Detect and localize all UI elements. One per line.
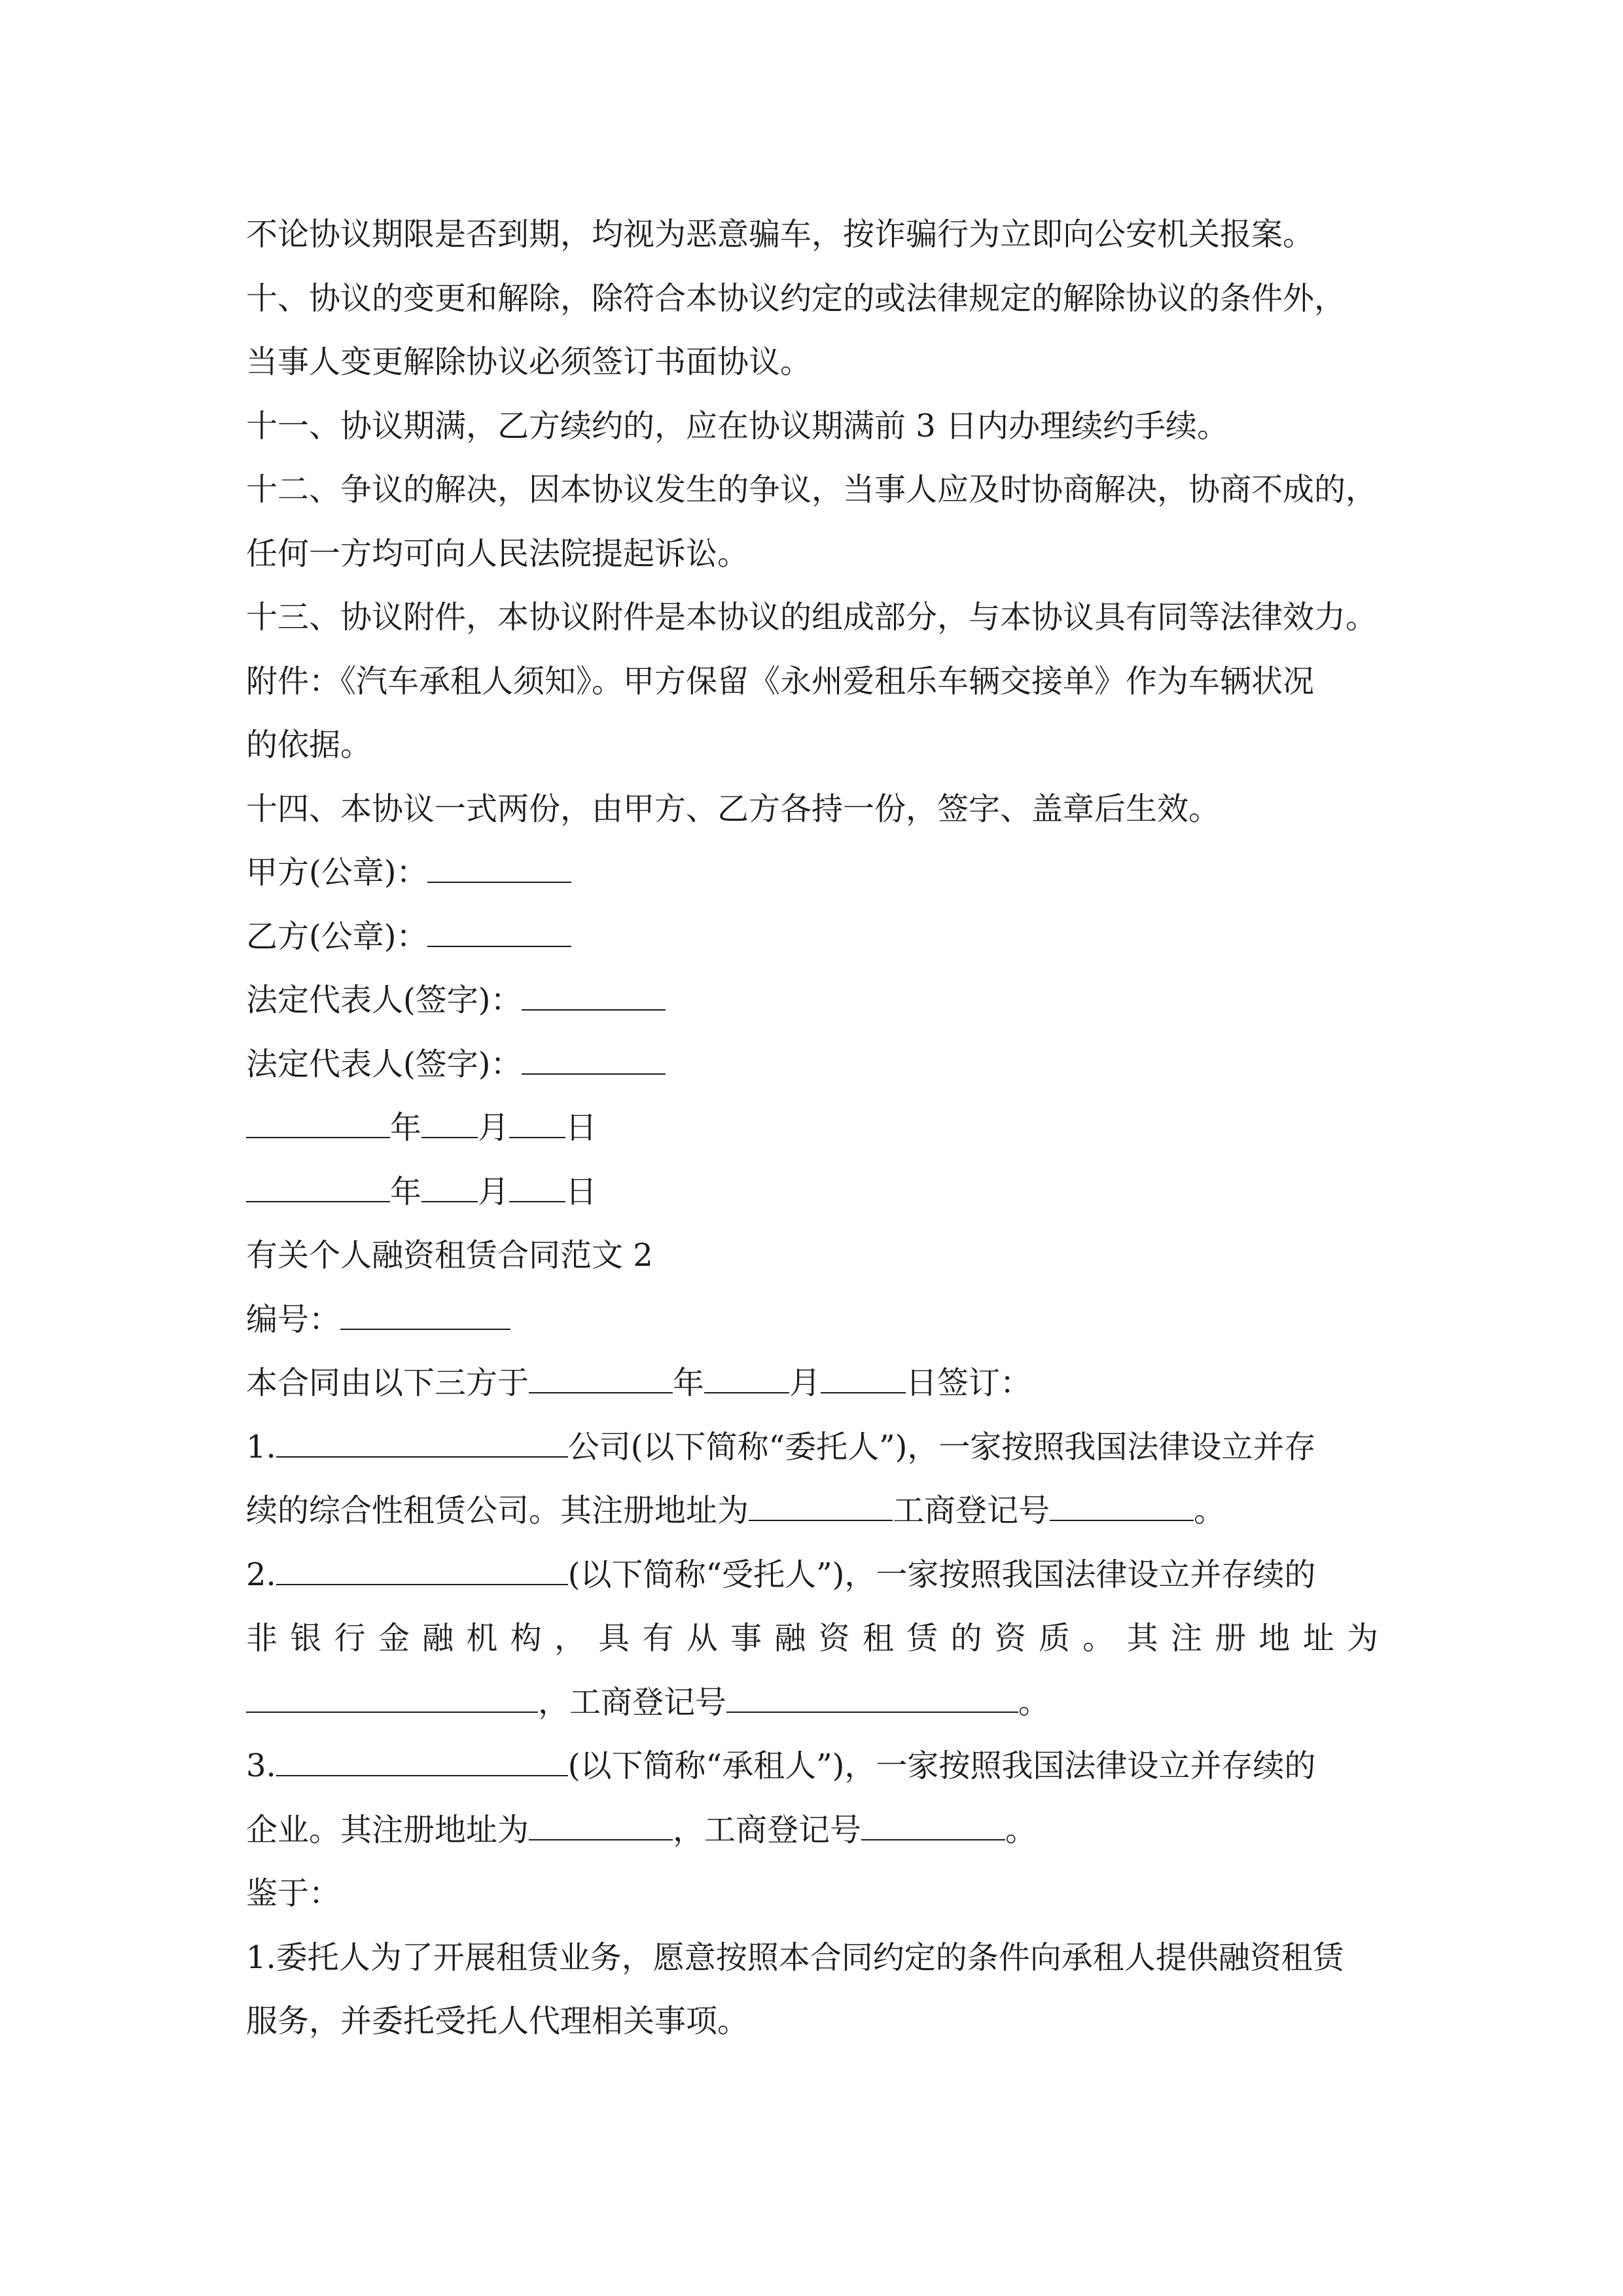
date-line-a: [246, 1096, 1378, 1160]
party-b-seal-line: [246, 905, 1378, 969]
whereas-item-1-line-a: 1.委托人为了开展租赁业务，愿意按照本合同约定的条件向承租人提供融资租赁: [246, 1939, 1344, 1976]
day-blank[interactable]: [509, 1175, 565, 1202]
year-label: 年: [390, 1173, 422, 1210]
month-blank[interactable]: [421, 1111, 478, 1138]
signing-intro-label: 本合同由以下三方于: [246, 1365, 529, 1401]
contract-number-blank[interactable]: [340, 1302, 510, 1330]
document-body: [246, 203, 1378, 2054]
party-3-address-label: 企业。其注册地址为: [246, 1811, 529, 1848]
party-a-seal-line: [246, 841, 1378, 905]
text-line: 当事人变更解除协议必须签订书面协议。: [246, 344, 812, 380]
text-line: 附件：《汽车承租人须知》。甲方保留《永州爱租乐车辆交接单》作为车辆状况: [246, 662, 1315, 700]
party-3-reg-label: ，工商登记号: [673, 1811, 862, 1848]
party-3-number: 3.: [246, 1748, 276, 1784]
party-1-line-a: [246, 1416, 1378, 1480]
party-1-end: 。: [1194, 1492, 1226, 1529]
month-blank[interactable]: [421, 1175, 478, 1202]
party-3-text: (以下简称“承租人”)，一家按照我国法律设立并存续的: [567, 1748, 1316, 1784]
text-line: 十四、本协议一式两份，由甲方、乙方各持一份，签字、盖章后生效。: [246, 790, 1221, 827]
party-b-seal-label: 乙方(公章)：: [246, 918, 428, 955]
party-1-number: 1.: [246, 1428, 276, 1465]
signing-day-label: 日签订：: [906, 1365, 1032, 1401]
whereas-item-1-line-b: 服务，并委托受托人代理相关事项。: [246, 2003, 749, 2039]
party-3-end: 。: [1005, 1811, 1037, 1848]
party-1-name-blank[interactable]: [276, 1430, 568, 1458]
contract-number-label: 编号：: [246, 1300, 341, 1338]
party-3-line-a: [246, 1734, 1378, 1799]
day-label: 日: [565, 1173, 597, 1210]
year-blank[interactable]: [246, 1175, 390, 1202]
rep-a-sign-line: [246, 969, 1378, 1033]
signing-month-blank[interactable]: [704, 1366, 789, 1393]
party-b-seal-blank[interactable]: [427, 920, 571, 947]
party-a-seal-label: 甲方(公章)：: [246, 854, 428, 891]
party-1-reg-blank[interactable]: [1050, 1494, 1194, 1521]
party-2-line-c: [246, 1671, 1378, 1735]
signing-day-blank[interactable]: [821, 1366, 906, 1393]
party-3-address-blank[interactable]: [529, 1813, 673, 1840]
party-2-line-a: [246, 1543, 1378, 1607]
party-3-line-b: [246, 1799, 1378, 1863]
rep-b-sign-blank[interactable]: [522, 1047, 666, 1075]
year-label: 年: [390, 1109, 422, 1146]
text-line: 不论协议期限是否到期，均视为恶意骗车，按诈骗行为立即向公安机关报案。: [246, 216, 1315, 253]
signing-year-blank[interactable]: [529, 1366, 673, 1393]
party-1-reg-label: 工商登记号: [893, 1492, 1050, 1529]
text-line: 任何一方均可向人民法院提起诉讼。: [246, 535, 749, 572]
signing-date-line: [246, 1352, 1378, 1416]
month-label: 月: [478, 1173, 510, 1210]
party-2-line-b: 非银行金融机构，具有从事融资租赁的资质。其注册地址为: [246, 1620, 1378, 1657]
text-line: 的依据。: [246, 726, 372, 763]
party-3-reg-blank[interactable]: [861, 1813, 1005, 1840]
party-2-name-blank[interactable]: [276, 1558, 568, 1585]
party-3-name-blank[interactable]: [276, 1749, 568, 1776]
signing-year-label: 年: [673, 1365, 705, 1401]
month-label: 月: [478, 1109, 510, 1146]
party-2-number: 2.: [246, 1556, 276, 1593]
text-line: 十三、协议附件，本协议附件是本协议的组成部分，与本协议具有同等法律效力。: [246, 599, 1378, 636]
party-2-address-blank[interactable]: [246, 1685, 538, 1713]
signing-month-label: 月: [789, 1365, 821, 1401]
rep-a-sign-label: 法定代表人(签字)：: [246, 982, 522, 1018]
whereas-heading: 鉴于：: [246, 1875, 341, 1912]
party-a-seal-blank[interactable]: [427, 855, 571, 883]
party-1-line-b: [246, 1479, 1378, 1543]
rep-a-sign-blank[interactable]: [522, 983, 666, 1011]
text-line: 十、协议的变更和解除，除符合本协议约定的或法律规定的解除协议的条件外，: [246, 279, 1346, 317]
year-blank[interactable]: [246, 1111, 390, 1138]
party-1-address-blank[interactable]: [749, 1494, 893, 1521]
day-blank[interactable]: [509, 1111, 565, 1138]
contract-title: 有关个人融资租赁合同范文 2: [246, 1237, 653, 1274]
party-2-reg-blank[interactable]: [726, 1685, 1018, 1713]
party-2-end: 。: [1018, 1683, 1050, 1721]
rep-b-sign-line: [246, 1033, 1378, 1097]
date-line-b: [246, 1160, 1378, 1225]
party-1-text: 公司(以下简称“委托人”)，一家按照我国法律设立并存: [567, 1428, 1316, 1465]
party-2-text: (以下简称“受托人”)，一家按照我国法律设立并存续的: [567, 1556, 1316, 1593]
party-1-address-label: 续的综合性租赁公司。其注册地址为: [246, 1492, 749, 1529]
text-line: 十一、协议期满，乙方续约的，应在协议期满前 3 日内办理续约手续。: [246, 407, 1229, 444]
party-2-reg-label: ，工商登记号: [538, 1683, 727, 1721]
rep-b-sign-label: 法定代表人(签字)：: [246, 1045, 522, 1083]
contract-number-line: [246, 1288, 1378, 1352]
text-line: 十二、争议的解决，因本协议发生的争议，当事人应及时协商解决，协商不成的，: [246, 471, 1378, 508]
day-label: 日: [565, 1109, 597, 1146]
